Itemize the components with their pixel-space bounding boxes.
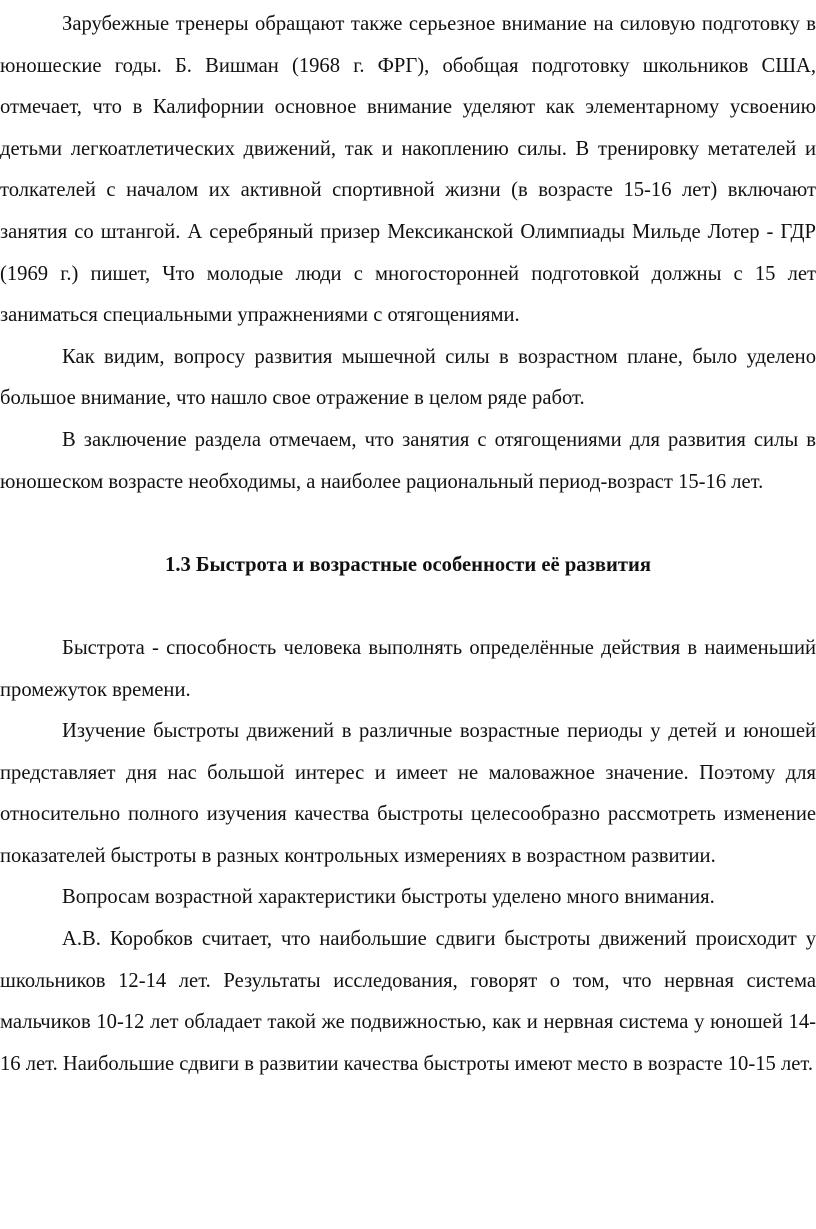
paragraph-foreign-coaches: Зарубежные тренеры обращают также серьезное внимание на силовую подготовку в юношеские годы. Б. Вишман (1968 г. ФРГ), обобщая подготовку школьников США, отмечает, что в Калифорнии основное внимание уделяют как элементарному усвоению детьми легкоатлетических движений, так и накоплению силы. В тренировку метателей и толкателей с началом их активной спортивной жизни (в возрасте 15-16 лет) включают занятия со штангой. А серебряный призер Мексиканской Олимпиады Мильде Лотер - ГДР (1969 г.) пишет, Что молодые люди с многосторонней подготовкой должны с 15 лет заниматься специальными упражнениями с отягощениями. xyxy=(0,13,816,327)
paragraph-muscle-strength: Как видим, вопросу развития мышечной силы в возрастном плане, было уделено большое внимание, что нашло свое отражение в целом ряде работ. xyxy=(0,345,816,410)
section-heading: 1.3 Быстрота и возрастные особенности её развития xyxy=(165,553,651,576)
paragraph-section-conclusion: В заключение раздела отмечаем, что занятия с отягощениями для развития силы в юношеском возрасте необходимы, а наиболее рациональный период-возраст 15-16 лет. xyxy=(0,428,816,493)
document-page xyxy=(0,4,816,1085)
paragraph-speed-definition: Быстрота - способность человека выполнять определённые действия в наименьший промежуток времени. xyxy=(0,636,816,701)
paragraph-speed-study: Изучение быстроты движений в различные возрастные периоды у детей и юношей представляет дня нас большой интерес и имеет не маловажное значение. Поэтому для относительно полного изучения качества быстроты целесообразно рассмотреть изменение показателей быстроты в разных контрольных измерениях в возрастном развитии. xyxy=(0,720,816,867)
spacer xyxy=(0,586,816,628)
paragraph-age-characteristics: Вопросам возрастной характеристики быстроты уделено много внимания. xyxy=(62,886,715,909)
spacer xyxy=(0,503,816,545)
paragraph-korobkov: А.В. Коробков считает, что наибольшие сдвиги быстроты движений происходит у школьников 12-14 лет. Результаты исследования, говорят о том, что нервная система мальчиков 10-12 лет обладает такой же подвижностью, как и нервная система у юношей 14-16 лет. Наибольшие сдвиги в развитии качества быстроты имеют место в возрасте 10-15 лет. xyxy=(0,928,816,1075)
